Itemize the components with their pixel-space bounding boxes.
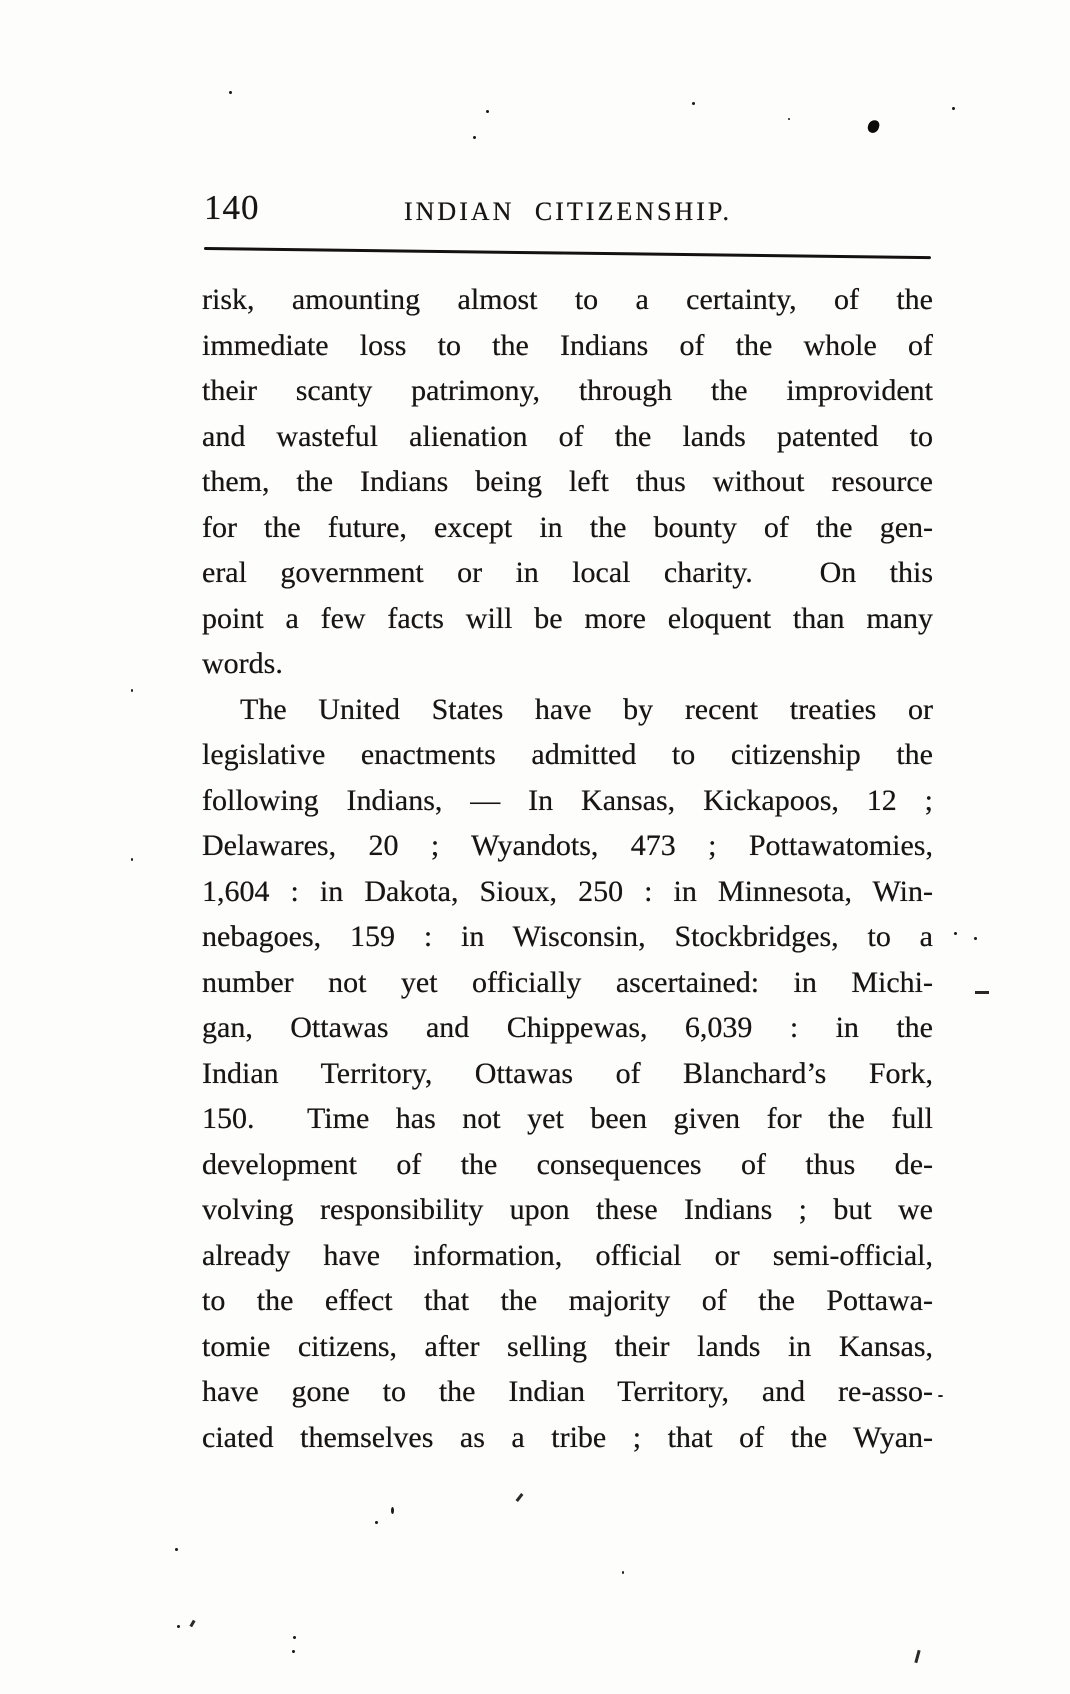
body-text [202, 277, 933, 1460]
text-line: number not yet officially ascertained: in Michi- [202, 965, 933, 999]
text-line: to the effect that the majority of the Pottawa- [202, 1284, 933, 1317]
ink-speck [189, 1620, 195, 1628]
text-line: already have information, official or semi-official, [202, 1238, 933, 1272]
ink-speck [175, 1548, 178, 1551]
ink-speck [486, 110, 489, 113]
header-rule [204, 247, 931, 259]
text-line: 150. Time has not yet been given for the full [202, 1102, 933, 1135]
ink-speck [131, 689, 133, 692]
text-line: ciated themselves as a tribe ; that of the Wyan- [202, 1420, 933, 1454]
ink-speck [473, 136, 476, 139]
text-line: point a few facts will be more eloquent than many [202, 601, 933, 635]
text-line: development of the consequences of thus de- [202, 1147, 933, 1181]
ink-speck [177, 1625, 180, 1628]
ink-speck [622, 1571, 624, 1574]
running-header: INDIAN CITIZENSHIP. [404, 197, 732, 226]
text-line: 1,604 : in Dakota, Sioux, 250 : in Minnesota, Win- [202, 874, 933, 908]
text-line: volving responsibility upon these Indians ; but we [202, 1193, 933, 1226]
ink-speck [954, 932, 957, 935]
text-line: legislative enactments admitted to citizenship the [202, 738, 933, 771]
text-line: gan, Ottawas and Chippewas, 6,039 : in the [202, 1011, 933, 1044]
text-line: risk, amounting almost to a certainty, of the [202, 283, 933, 316]
ink-speck [229, 91, 232, 94]
text-line: The United States have by recent treaties or [240, 692, 933, 726]
text-line: Indian Territory, Ottawas of Blanchard’s Fork, [202, 1056, 933, 1090]
text-line: and wasteful alienation of the lands patented to [202, 419, 933, 453]
ink-speck [938, 1395, 943, 1397]
text-line: words. [202, 647, 283, 680]
text-line: eral government or in local charity. On this [202, 556, 933, 589]
text-line: them, the Indians being left thus without resource [202, 465, 933, 498]
ink-speck [292, 1650, 295, 1653]
text-line: following Indians, — In Kansas, Kickapoos, 12 ; [202, 783, 933, 817]
text-line: for the future, except in the bounty of the gen- [202, 510, 933, 544]
page-number: 140 [204, 188, 260, 227]
ink-speck [952, 107, 955, 110]
text-line: tomie citizens, after selling their lands in Kansas, [202, 1329, 933, 1363]
ink-speck [293, 1636, 296, 1639]
text-line: nebagoes, 159 : in Wisconsin, Stockbridges, to a [202, 920, 933, 953]
margin-dash-mark [975, 991, 989, 994]
ink-speck [375, 1521, 378, 1524]
ink-speck [914, 1650, 920, 1663]
text-line: Delawares, 20 ; Wyandots, 473 ; Pottawatomies, [202, 829, 933, 862]
ink-blot [867, 119, 881, 134]
text-line: their scanty patrimony, through the improvident [202, 374, 933, 407]
ink-speck [788, 118, 790, 120]
ink-speck [131, 858, 133, 861]
ink-speck [974, 937, 977, 940]
text-line: immediate loss to the Indians of the whole of [202, 328, 933, 362]
ink-speck [516, 1493, 524, 1502]
text-line: have gone to the Indian Territory, and re-asso- [202, 1375, 933, 1408]
ink-speck [391, 1507, 394, 1514]
ink-speck [692, 102, 695, 105]
